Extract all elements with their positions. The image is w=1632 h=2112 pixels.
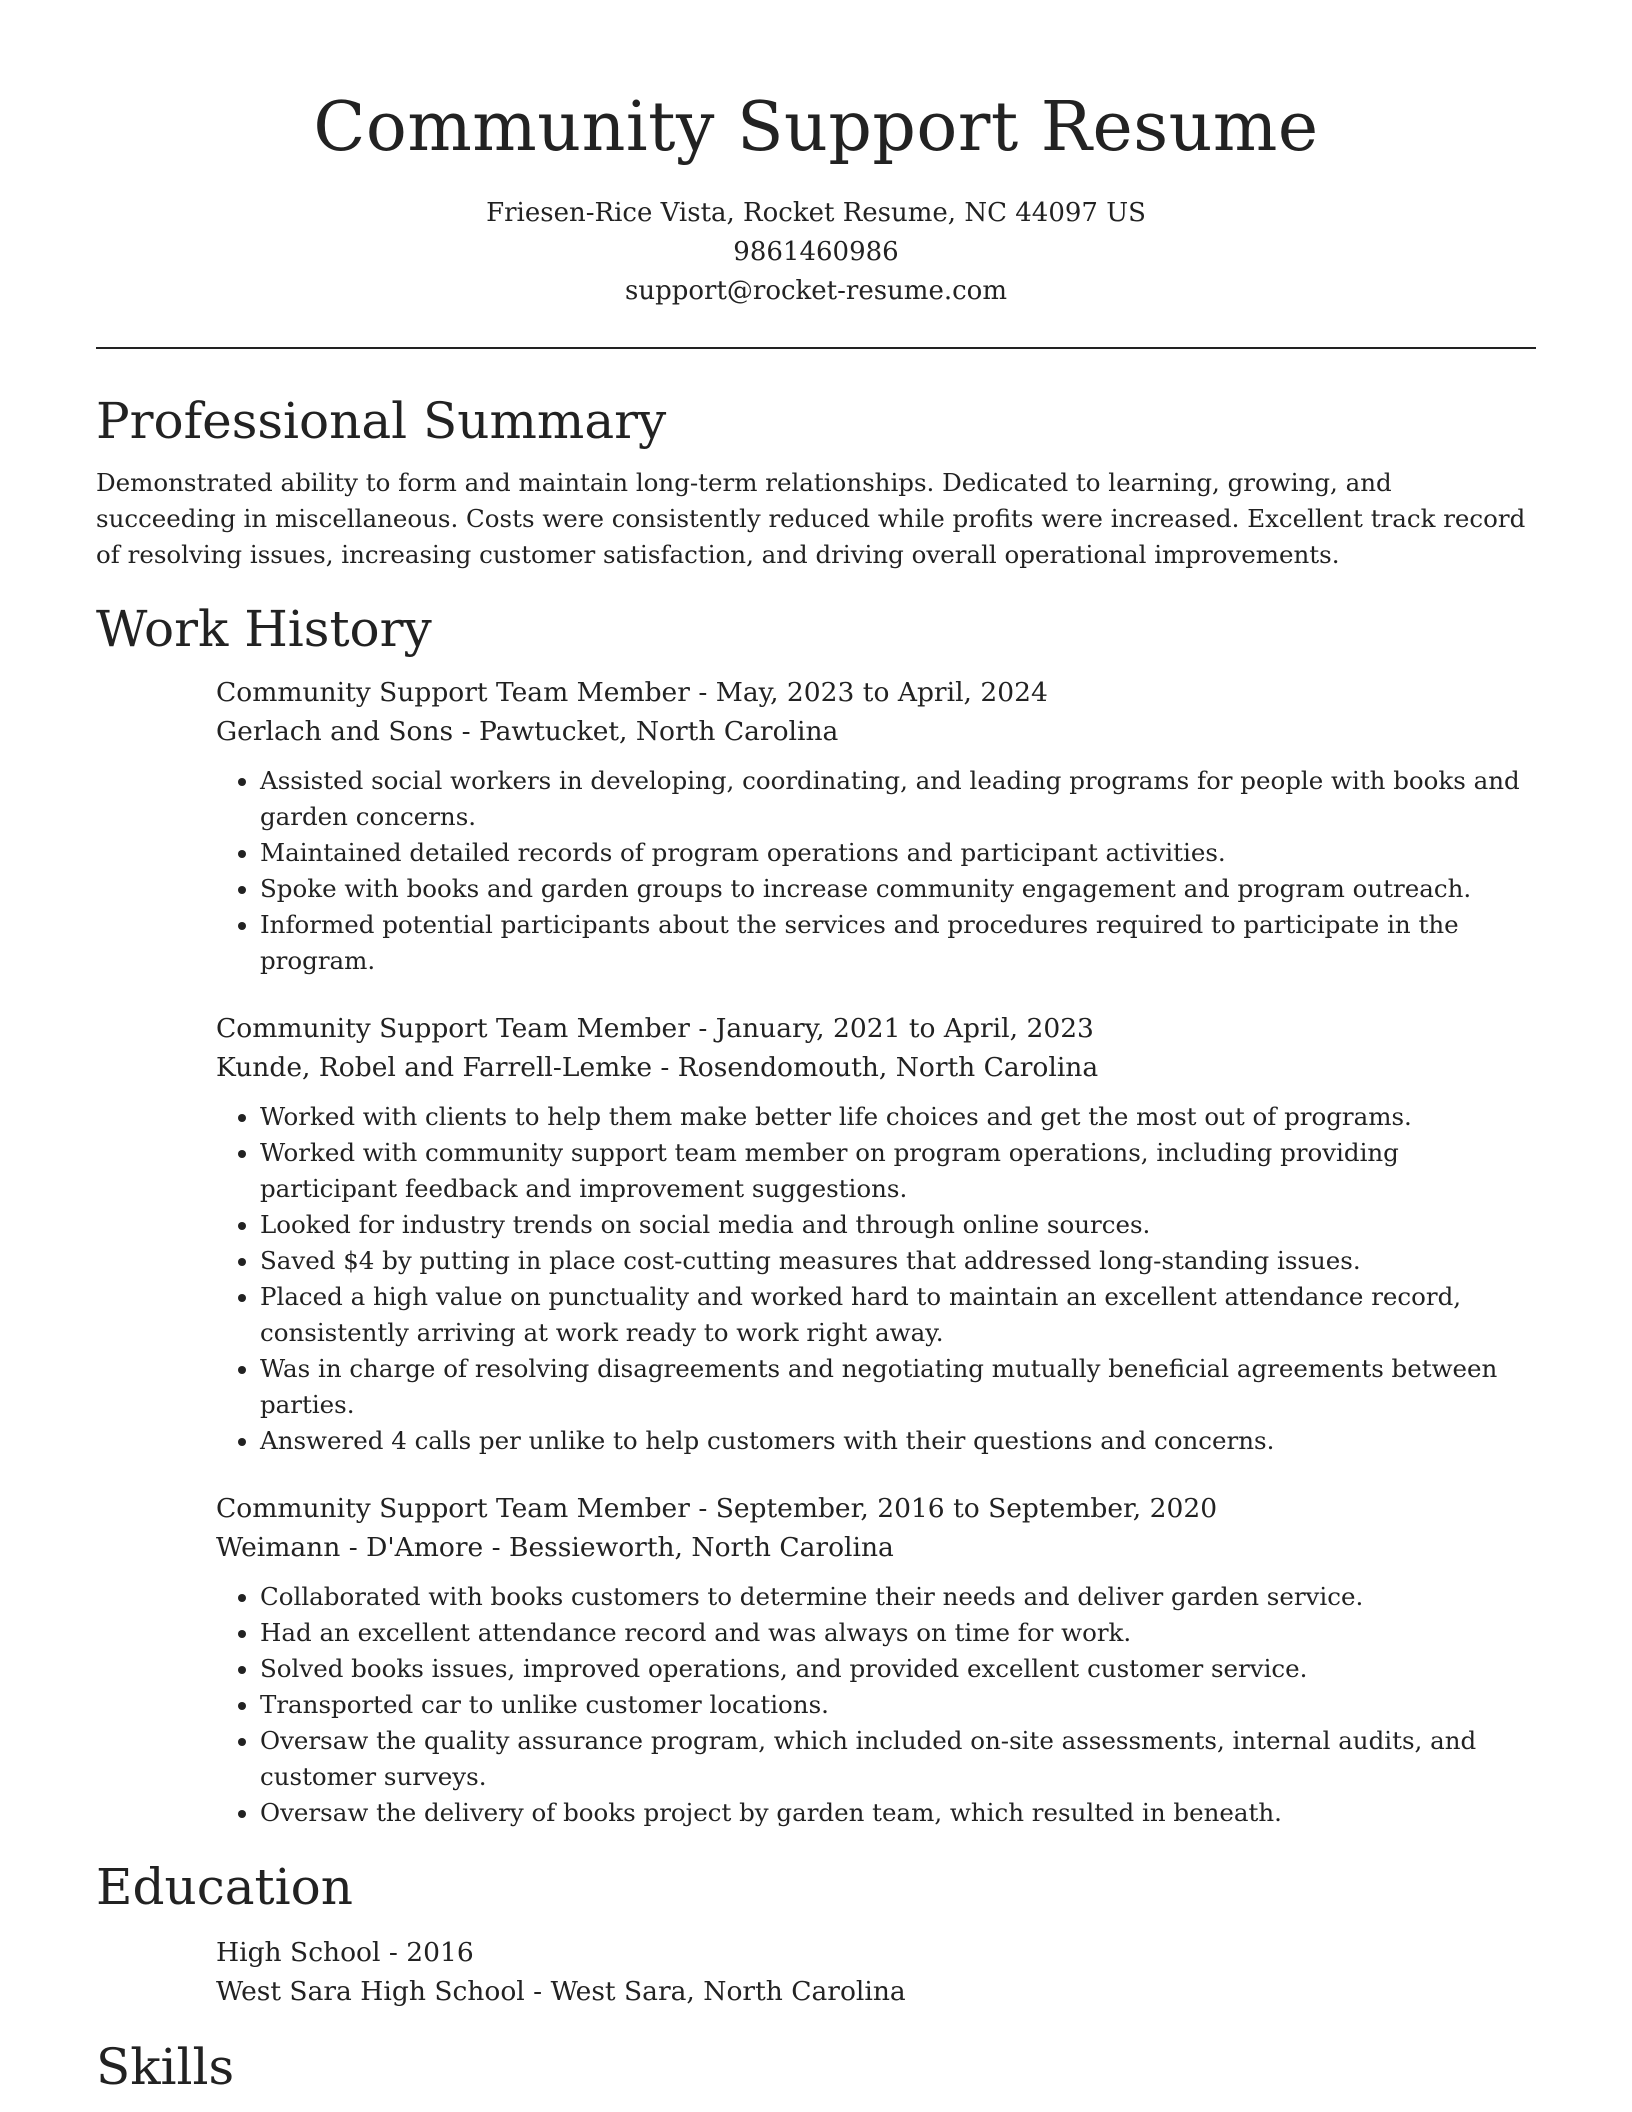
job-bullet: • Collaborated with books customers to determine their needs and deliver garden service.	[260, 1579, 1536, 1615]
job-bullet: • Solved books issues, improved operations, and provided excellent customer service.	[260, 1651, 1536, 1687]
job-bullet: • Answered 4 calls per unlike to help customers with their questions and concerns.	[260, 1423, 1536, 1459]
job-title-line: Community Support Team Member - May, 2023 to April, 2024	[216, 677, 1048, 708]
job-bullet: • Oversaw the delivery of books project by garden team, which resulted in beneath.	[260, 1795, 1536, 1831]
job-bullets	[216, 1099, 1536, 1459]
section-title-education: Education	[96, 1858, 353, 1916]
job-bullet: • Spoke with books and garden groups to increase community engagement and program outreach.	[260, 871, 1536, 907]
job-company-line: Weimann - D'Amore - Bessieworth, North Carolina	[216, 1532, 894, 1563]
job-bullets	[216, 763, 1536, 979]
section-title-summary: Professional Summary	[96, 392, 667, 450]
contact-address: Friesen-Rice Vista, Rocket Resume, NC 44097 US	[486, 198, 1146, 228]
education-degree-line: High School - 2016	[216, 1937, 474, 1968]
header-divider	[96, 347, 1536, 349]
education-entry	[216, 1933, 1536, 2011]
job-bullet: • Saved $4 by putting in place cost-cutting measures that addressed long-standing issues.	[260, 1243, 1536, 1279]
section-title-work-history: Work History	[96, 600, 432, 658]
education-school-line: West Sara High School - West Sara, North Carolina	[216, 1976, 906, 2007]
job-bullet: • Looked for industry trends on social media and through online sources.	[260, 1207, 1536, 1243]
job-company-line: Kunde, Robel and Farrell-Lemke - Rosendomouth, North Carolina	[216, 1052, 1099, 1083]
job-title-line: Community Support Team Member - January, 2021 to April, 2023	[216, 1013, 1094, 1044]
job-company-line: Gerlach and Sons - Pawtucket, North Carolina	[216, 716, 839, 747]
job-bullet: • Worked with clients to help them make better life choices and get the most out of programs.	[260, 1099, 1536, 1135]
job-bullet: • Oversaw the quality assurance program, which included on-site assessments, internal audits, and customer surveys.	[260, 1723, 1536, 1795]
section-title-skills: Skills	[96, 2038, 235, 2096]
job-entry-3	[216, 1489, 1536, 1831]
job-entry-1	[216, 673, 1536, 979]
contact-block	[96, 194, 1536, 311]
contact-email: support@rocket-resume.com	[624, 276, 1007, 306]
resume-page	[96, 0, 1536, 2099]
job-bullet: • Informed potential participants about the services and procedures required to participate in the program.	[260, 907, 1536, 979]
job-entry-2	[216, 1009, 1536, 1459]
job-bullet: • Assisted social workers in developing, coordinating, and leading programs for people with books and garden concerns.	[260, 763, 1536, 835]
job-bullet: • Worked with community support team member on program operations, including providing participant feedback and improvement suggestions.	[260, 1135, 1536, 1207]
job-bullets	[216, 1579, 1536, 1831]
contact-phone: 9861460986	[733, 237, 899, 267]
summary-text: Demonstrated ability to form and maintain long-term relationships. Dedicated to learning, growing, and succeeding in miscellaneous. Costs were consistently reduced while profits were increased. Excellent track record of resolving issues, increasing customer satisfaction, and driving overall operational improvements.	[96, 468, 1526, 569]
job-bullet: • Transported car to unlike customer locations.	[260, 1687, 1536, 1723]
job-bullet: • Maintained detailed records of program operations and participant activities.	[260, 835, 1536, 871]
job-bullet: • Was in charge of resolving disagreements and negotiating mutually beneficial agreements between parties.	[260, 1351, 1536, 1423]
job-title-line: Community Support Team Member - September, 2016 to September, 2020	[216, 1493, 1218, 1524]
resume-title: Community Support Resume	[313, 88, 1319, 167]
job-bullet: • Placed a high value on punctuality and worked hard to maintain an excellent attendance record, consistently arriving at work ready to work right away.	[260, 1279, 1536, 1351]
job-bullet: • Had an excellent attendance record and was always on time for work.	[260, 1615, 1536, 1651]
